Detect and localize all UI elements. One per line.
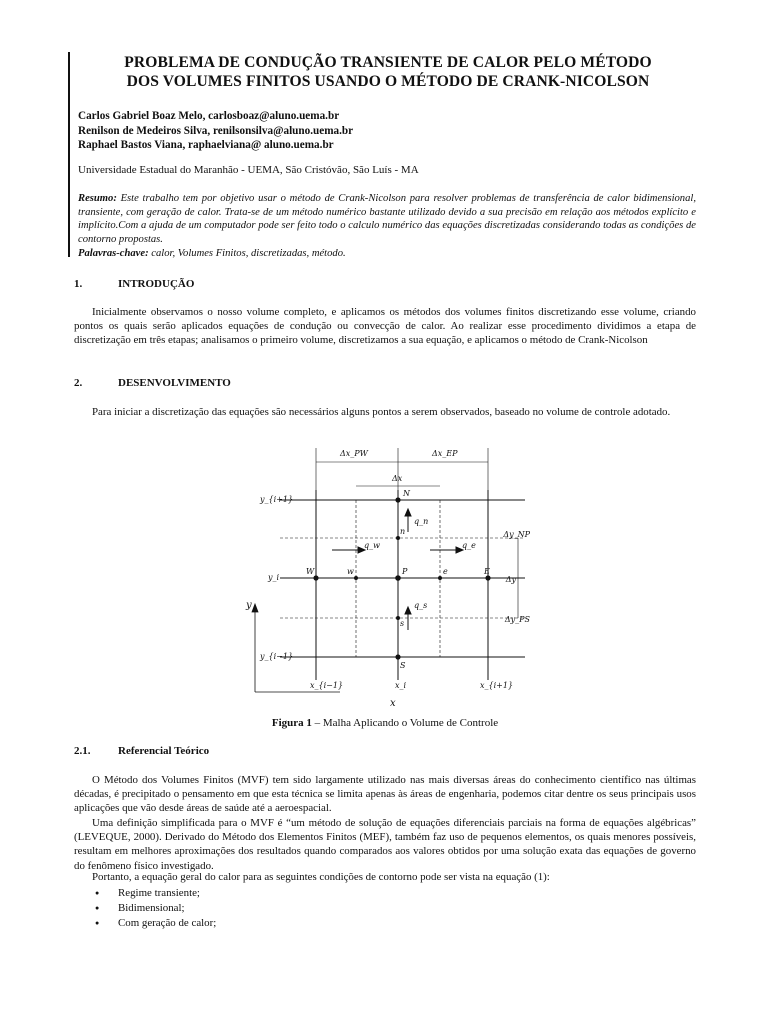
node-P [395,575,401,581]
author-1: Carlos Gabriel Boaz Melo, carlosboaz@aluno.uema.br [78,110,340,122]
label-xi1: x_{i+1} [480,681,514,690]
paragraph-desenvolvimento: Para iniciar a discretização das equações são necessários alguns pontos a serem observados, baseado no volume de controle adotado. [92,406,671,418]
title-side-rule [68,52,70,257]
arrow-qs-head [405,607,411,614]
paragraph-referencial-1: O Método dos Volumes Finitos (MVF) tem sido largamente utilizado nas mais diversas áreas do conhecimento científico nas últimas décadas, é precipitado o pensamento em que esta técnica se limita apenas às áreas de engenharia, podemos citar dentre os seus principais usos aplicações que vão desde áreas de saúde até a aeroespacial. [74,774,696,815]
label-E: E [484,567,490,576]
label-xim1: x_{i−1} [310,681,344,690]
label-P: P [402,567,408,576]
section-number: 2.1. [74,745,91,757]
label-yi: y_i [268,573,280,582]
label-s: s [400,619,405,628]
figure-caption [74,717,696,729]
section-title: INTRODUÇÃO [118,278,195,290]
author-3: Raphael Bastos Viana, raphaelviana@ aluno.uema.br [78,139,334,151]
paragraph-referencial-3: Portanto, a equação geral do calor para as seguintes condições de contorno pode ser vista na equação (1): [92,871,550,883]
label-S: S [400,661,406,670]
y-axis-head [252,604,258,612]
figure-caption-text: – Malha Aplicando o Volume de Controle [311,717,499,729]
paragraph-referencial-2: Uma definição simplificada para o MVF é “um método de solução de equações diferenciais parciais na forma de equações algébricas” (LEVEQUE, 2000). Derivado do Método dos Elementos Finitos (MEF), também faz uso de pequenos elementos, os quais menores possíveis, resultam em melhores aproximações dos resultados quando comparados aos valores obtidos por uma solução exata das equações de governo do fenômeno físico investigado. [74,817,696,872]
section-heading-introducao [74,278,194,290]
keywords-label: Palavras-chave: [78,248,149,259]
node-E [485,575,490,580]
label-dx-pw: Δx_PW [340,449,368,458]
node-n [396,536,400,540]
abstract-label: Resumo: [78,193,117,204]
label-x-axis: x [390,698,396,709]
paragraph-introducao: Inicialmente observamos o nosso volume completo, e aplicamos os métodos dos volumes finitos discretizando esse volume, criando pontos os quais serão aplicados equações de condução ou convecção de calor. Ao realizar esse procedimento dividimos a etapa de discretização em três etapas; analisamos o primeiro volume, discretizamos a sua equação, e aplicamos o método de Crank-Nicolson [74,306,696,347]
section-number: 1. [74,278,83,290]
section-heading-desenvolvimento [74,377,231,389]
label-y-axis: y [246,600,252,611]
paper-title [78,53,698,91]
title-line-1: PROBLEMA DE CONDUÇÃO TRANSIENTE DE CALOR PELO MÉTODO [124,54,652,71]
label-xi: x_i [395,681,407,690]
label-qs: q_s [414,601,428,610]
list-item: ● Bidimensional; [95,901,216,916]
affiliation: Universidade Estadual do Maranhão - UEMA, São Cristóvão, São Luís - MA [78,164,419,176]
node-W [313,575,318,580]
abstract-text: Este trabalho tem por objetivo usar o método de Crank-Nicolson para resolver problemas de transferência de calor bidimensional, transiente, com geração de calor. Trata-se de um método numérico bastante utilizado devido a sua precisão em relação aos métodos explícito e implícito.Com a ajuda de um computador pode ser feito todo o calculo numérico das equações discretizadas considerando todas as condições de contorno propostas. [78,193,696,245]
label-e: e [443,567,448,576]
section-number: 2. [74,377,83,389]
label-qn: q_n [414,517,429,526]
label-dy: Δy [505,575,516,584]
label-w: w [347,567,354,576]
label-qe: q_e [462,541,476,550]
control-volume-mesh-figure [240,440,530,710]
label-dx-ep: Δx_EP [432,449,458,458]
keywords [78,247,696,261]
label-N: N [403,489,410,498]
label-dy-ps: Δy_PS [504,615,530,624]
arrow-qn-head [405,509,411,516]
figure-caption-label: Figura 1 [271,717,312,729]
node-S [395,654,400,659]
abstract [78,192,696,246]
list-item: ● Com geração de calor; [95,916,216,931]
title-line-2: DOS VOLUMES FINITOS USANDO O MÉTODO DE CRANK-NICOLSON [126,73,650,90]
section-heading-referencial [74,745,209,757]
label-dx: Δx [392,474,403,483]
label-qw: q_w [364,541,380,550]
label-n: n [400,527,406,536]
node-e [438,576,442,580]
bullet-list [95,886,216,931]
node-N [395,497,400,502]
node-w [354,576,358,580]
keywords-text: calor, Volumes Finitos, discretizadas, método. [148,248,346,259]
label-dy-np: Δy_NP [503,530,530,539]
author-list [78,109,698,153]
label-yi1: y_{i+1} [260,495,294,504]
author-2: Renilson de Medeiros Silva, renilsonsilva@aluno.uema.br [78,124,354,137]
label-W: W [306,567,315,576]
section-title: Referencial Teórico [118,745,210,757]
list-item: ● Regime transiente; [95,886,216,901]
section-title: DESENVOLVIMENTO [118,377,231,389]
label-yim1: y_{i−1} [260,652,294,661]
